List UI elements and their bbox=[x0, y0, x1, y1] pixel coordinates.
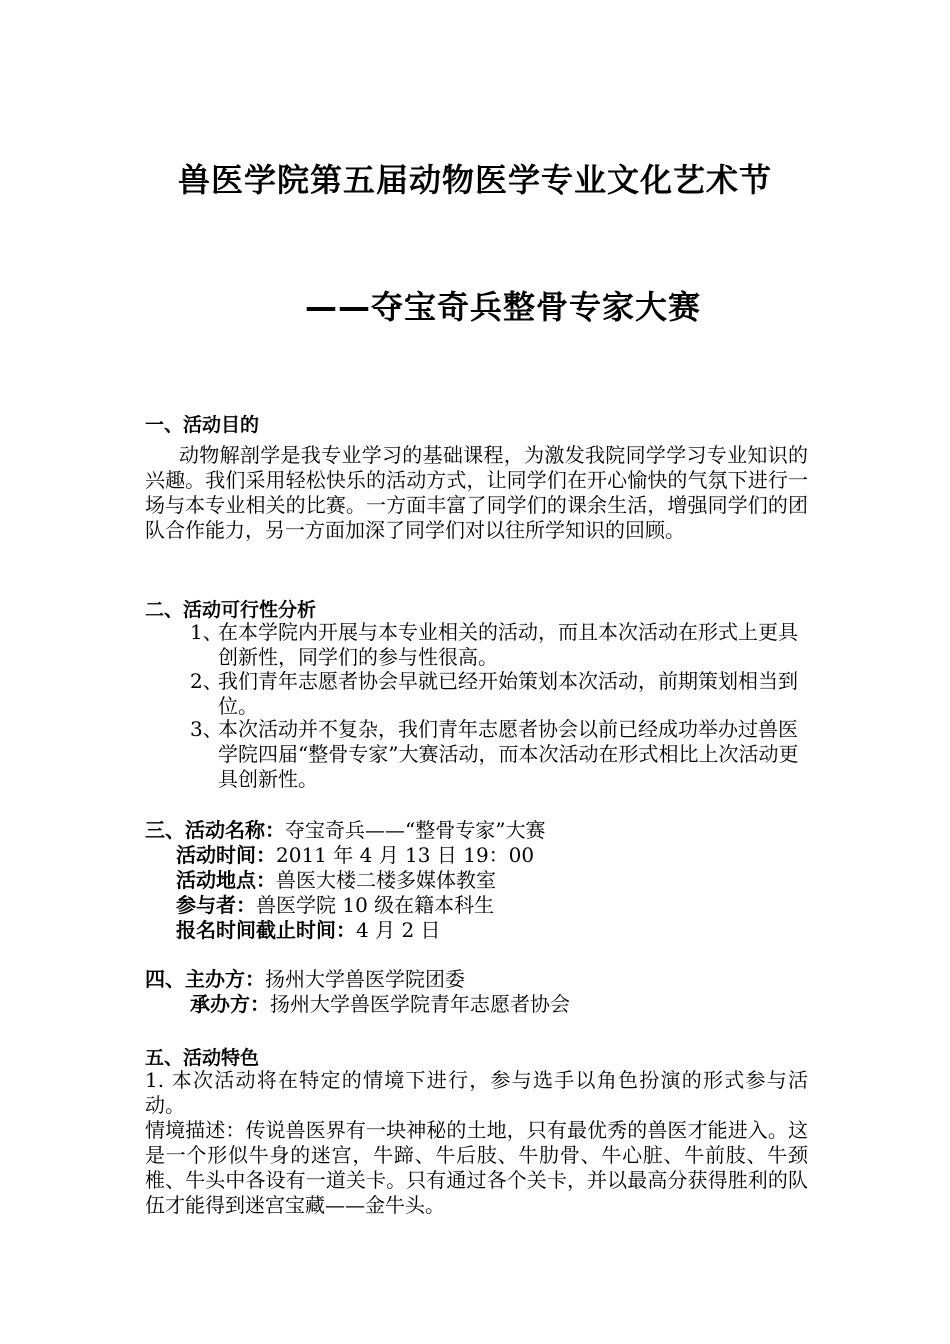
list-item bbox=[190, 669, 808, 719]
section-2-heading: 二、活动可行性分析 bbox=[145, 599, 317, 621]
activity-time-row bbox=[176, 843, 534, 868]
list-item-number: 3、 bbox=[190, 717, 223, 741]
organizer-row bbox=[190, 992, 570, 1017]
list-item-number: 1、 bbox=[190, 620, 223, 644]
participants-value: 兽医学院 10 级在籍本科生 bbox=[256, 893, 495, 917]
deadline-row bbox=[176, 918, 441, 943]
list-item-text: 本次活动并不复杂，我们青年志愿者协会以前已经成功举办过兽医学院四届“整骨专家”大赛活动，而本次活动在形式相比上次活动更具创新性。 bbox=[218, 717, 799, 791]
host-row bbox=[145, 967, 465, 992]
list-item-number: 2、 bbox=[190, 669, 223, 693]
participants-row bbox=[176, 893, 494, 918]
list-item bbox=[190, 620, 808, 670]
host-label: 四、主办方： bbox=[145, 967, 265, 991]
document-title: 兽医学院第五届动物医学专业文化艺术节 bbox=[177, 161, 772, 199]
activity-name-row bbox=[145, 818, 545, 843]
section-5-paragraph-1: 1. 本次活动将在特定的情境下进行，参与选手以角色扮演的形式参与活动。 bbox=[145, 1068, 808, 1117]
deadline-label: 报名时间截止时间： bbox=[176, 918, 356, 942]
list-item-text: 我们青年志愿者协会早就已经开始策划本次活动，前期策划相当到位。 bbox=[218, 669, 798, 718]
organizer-value: 扬州大学兽医学院青年志愿者协会 bbox=[270, 992, 570, 1016]
activity-place-label: 活动地点： bbox=[176, 868, 276, 892]
list-item bbox=[190, 717, 808, 792]
section-1-heading: 一、活动目的 bbox=[145, 414, 260, 436]
activity-time-value: 2011 年 4 月 13 日 19：00 bbox=[276, 843, 535, 867]
section-5-paragraph-2: 情境描述：传说兽医界有一块神秘的土地，只有最优秀的兽医才能进入。这是一个形似牛身的迷宫，牛蹄、牛后肢、牛肋骨、牛心脏、牛前肢、牛颈椎、牛头中各设有一道关卡。只有通过各个关卡，并以最高分获得胜利的队伍才能得到迷宫宝藏——金牛头。 bbox=[145, 1118, 808, 1217]
deadline-value: 4 月 2 日 bbox=[356, 918, 441, 942]
host-value: 扬州大学兽医学院团委 bbox=[265, 967, 465, 991]
activity-place-value: 兽医大楼二楼多媒体教室 bbox=[276, 868, 496, 892]
activity-name-label: 三、活动名称： bbox=[145, 818, 285, 842]
list-item-text: 在本学院内开展与本专业相关的活动，而且本次活动在形式上更具创新性，同学们的参与性很高。 bbox=[218, 620, 798, 669]
section-5-heading: 五、活动特色 bbox=[145, 1047, 260, 1069]
organizer-label: 承办方： bbox=[190, 992, 270, 1016]
section-1-body: 动物解剖学是我专业学习的基础课程，为激发我院同学学习专业知识的兴趣。我们采用轻松快乐的活动方式，让同学们在开心愉快的气氛下进行一场与本专业相关的比赛。一方面丰富了同学们的课余生活，增强同学们的团队合作能力，另一方面加深了同学们对以往所学知识的回顾。 bbox=[145, 443, 808, 542]
participants-label: 参与者： bbox=[176, 893, 256, 917]
activity-time-label: 活动时间： bbox=[176, 843, 276, 867]
activity-name-value: 夺宝奇兵——“整骨专家”大赛 bbox=[285, 818, 546, 842]
document-subtitle: ——夺宝奇兵整骨专家大赛 bbox=[305, 288, 702, 326]
activity-place-row bbox=[176, 868, 496, 893]
